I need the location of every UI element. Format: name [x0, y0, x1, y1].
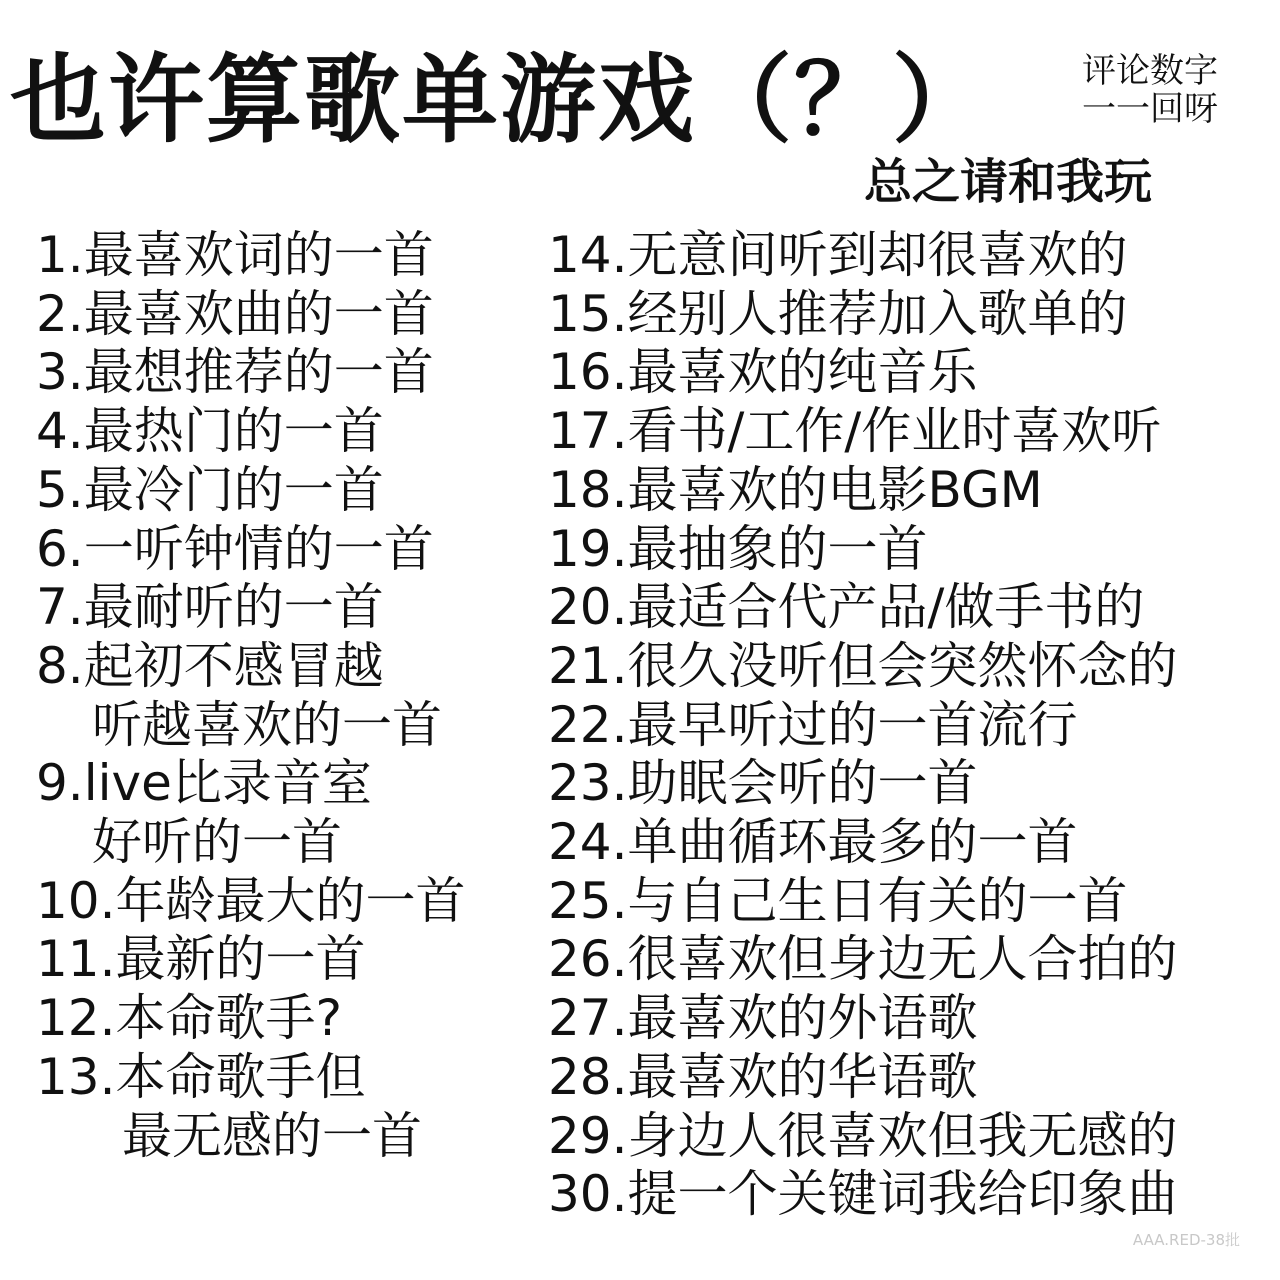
- comment-note-line-2: 一一回呀: [1082, 89, 1218, 129]
- question-text: 4.最热门的一首: [36, 402, 384, 461]
- question-list-right: [548, 226, 1178, 1224]
- question-item-30: 30.提一个关键词我给印象曲: [548, 1165, 1178, 1224]
- question-text: 8.起初不感冒越: [36, 636, 384, 695]
- question-item-17: 17.看书/工作/作业时喜欢听: [548, 402, 1162, 461]
- question-item-28: 28.最喜欢的华语歌: [548, 1047, 978, 1106]
- question-text: 1.最喜欢词的一首: [36, 226, 434, 284]
- question-item-13: [36, 1048, 466, 1165]
- question-item-29: 29.身边人很喜欢但我无感的: [548, 1106, 1178, 1165]
- question-item-7: [36, 578, 466, 637]
- question-text: 10.年龄最大的一首: [36, 871, 466, 930]
- question-item-19: 19.最抽象的一首: [548, 519, 928, 578]
- question-text-continued: 好听的一首: [92, 813, 342, 872]
- question-item-5: [36, 461, 466, 520]
- question-item-9: [36, 754, 466, 871]
- question-item-23: 23.助眠会听的一首: [548, 754, 978, 813]
- subtitle: 总之请和我玩: [864, 154, 1153, 210]
- question-item-2: [36, 285, 466, 344]
- question-item-14: 14.无意间听到却很喜欢的: [548, 226, 1128, 284]
- question-item-22: 22.最早听过的一首流行: [548, 695, 1078, 754]
- question-item-4: [36, 402, 466, 461]
- question-item-20: 20.最适合代产品/做手书的: [548, 578, 1145, 637]
- question-item-12: [36, 989, 466, 1048]
- question-item-26: 26.很喜欢但身边无人合拍的: [548, 930, 1178, 989]
- question-text: 12.本命歌手?: [36, 989, 343, 1048]
- question-text: 3.最想推荐的一首: [36, 343, 434, 402]
- question-text: 9.live比录音室: [36, 754, 372, 813]
- question-item-6: [36, 520, 466, 579]
- question-text: 5.最冷门的一首: [36, 460, 384, 519]
- question-item-27: 27.最喜欢的外语歌: [548, 989, 978, 1048]
- watermark: AAA.RED-38批: [1132, 1231, 1240, 1249]
- question-item-11: [36, 930, 466, 989]
- page-title: 也许算歌单游戏（？）: [10, 44, 990, 156]
- comment-note: [1070, 52, 1230, 128]
- question-text-continued: 听越喜欢的一首: [92, 695, 442, 754]
- question-item-24: 24.单曲循环最多的一首: [548, 813, 1078, 872]
- question-text: 7.最耐听的一首: [36, 578, 384, 637]
- question-item-3: [36, 343, 466, 402]
- question-item-10: [36, 872, 466, 931]
- question-list-left: [36, 226, 466, 1165]
- question-text: 6.一听钟情的一首: [36, 519, 434, 578]
- question-text: 13.本命歌手但: [36, 1047, 366, 1106]
- question-item-15: 15.经别人推荐加入歌单的: [548, 284, 1128, 343]
- comment-note-line-1: 评论数字: [1082, 51, 1218, 91]
- question-text-continued: 最无感的一首: [122, 1106, 422, 1165]
- question-text: 11.最新的一首: [36, 930, 366, 989]
- question-item-8: [36, 637, 466, 754]
- question-text: 2.最喜欢曲的一首: [36, 284, 434, 343]
- question-item-18: 18.最喜欢的电影BGM: [548, 460, 1043, 519]
- question-item-25: 25.与自己生日有关的一首: [548, 871, 1128, 930]
- question-item-16: 16.最喜欢的纯音乐: [548, 343, 978, 402]
- question-item-21: 21.很久没听但会突然怀念的: [548, 636, 1178, 695]
- question-item-1: [36, 226, 466, 285]
